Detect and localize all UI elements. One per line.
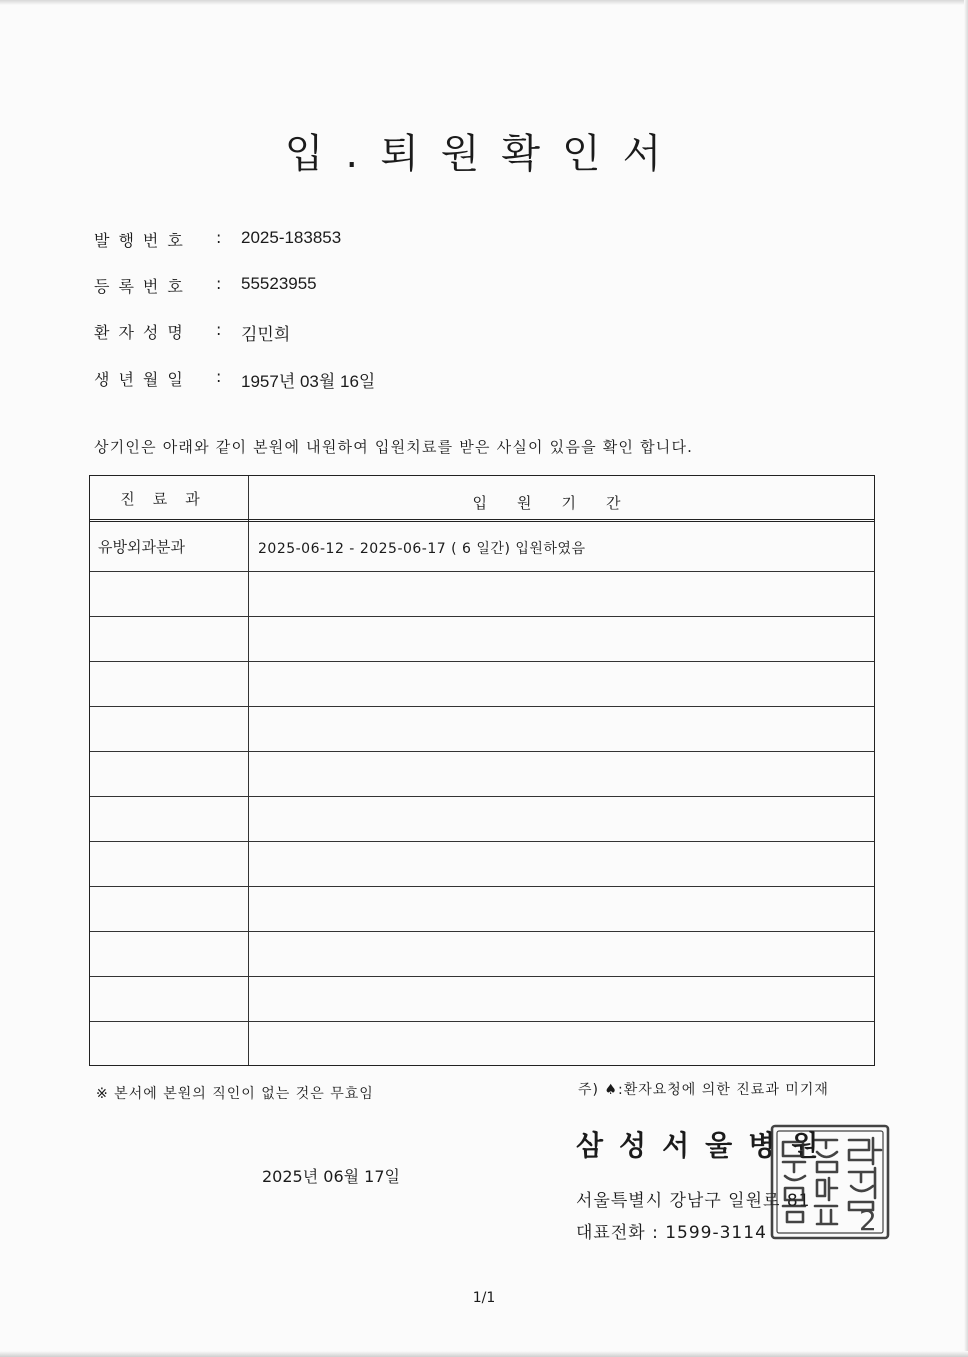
issue-date: 2025년 06월 17일 xyxy=(262,1167,400,1186)
table-row xyxy=(90,662,874,707)
info-label: 생년월일 xyxy=(94,370,192,389)
info-label: 발행번호 xyxy=(94,231,192,250)
table-row xyxy=(90,977,874,1022)
info-value: 55523955 xyxy=(241,274,317,293)
table-row xyxy=(90,797,874,842)
department-omission-note: 주) ♠:환자요청에 의한 진료과 미기재 xyxy=(578,1082,829,1098)
table-row xyxy=(90,887,874,932)
table-row xyxy=(90,707,874,752)
table-row xyxy=(90,617,874,662)
info-colon: : xyxy=(216,228,222,247)
hospital-name: 삼성서울병원 xyxy=(576,1129,835,1162)
svg-text:2: 2 xyxy=(859,1204,877,1237)
info-label: 환자성명 xyxy=(94,323,192,342)
paper-edge xyxy=(0,1351,968,1357)
table-row xyxy=(90,522,874,572)
hospital-phone: 대표전화 : 1599-3114 xyxy=(576,1223,767,1243)
official-seal-stamp xyxy=(767,1122,893,1242)
invalid-without-seal-note: ※ 본서에 본원의 직인이 없는 것은 무효임 xyxy=(96,1086,374,1102)
page-number: 1/1 xyxy=(472,1290,496,1306)
info-value: 1957년 03월 16일 xyxy=(241,372,376,391)
info-value: 2025-183853 xyxy=(241,228,342,247)
document-title: 입.퇴원확인서 xyxy=(284,131,684,177)
table-row xyxy=(90,572,874,617)
header-department: 진료과 xyxy=(120,490,218,508)
table-row xyxy=(90,842,874,887)
table-header xyxy=(90,476,874,522)
paper-edge xyxy=(964,0,968,1357)
table-row xyxy=(90,1022,874,1065)
confirmation-statement: 상기인은 아래와 같이 본원에 내원하여 입원치료를 받은 사실이 있음을 확인 합니다. xyxy=(94,438,694,456)
paper-edge xyxy=(0,0,968,5)
info-colon: : xyxy=(216,320,222,339)
info-colon: : xyxy=(216,274,222,293)
header-admission-period: 입원기간 xyxy=(472,494,651,512)
info-label: 등록번호 xyxy=(94,277,192,296)
info-value: 김민희 xyxy=(241,325,291,344)
cell-department: 유방외과분과 xyxy=(98,538,185,556)
table-row xyxy=(90,932,874,977)
admission-table xyxy=(89,475,875,1066)
table-row xyxy=(90,752,874,797)
info-colon: : xyxy=(216,367,222,386)
cell-admission-period: 2025-06-12 - 2025-06-17 ( 6 일간) 입원하였음 xyxy=(258,541,586,557)
hospital-address: 서울특별시 강남구 일원로 81 xyxy=(576,1191,811,1211)
